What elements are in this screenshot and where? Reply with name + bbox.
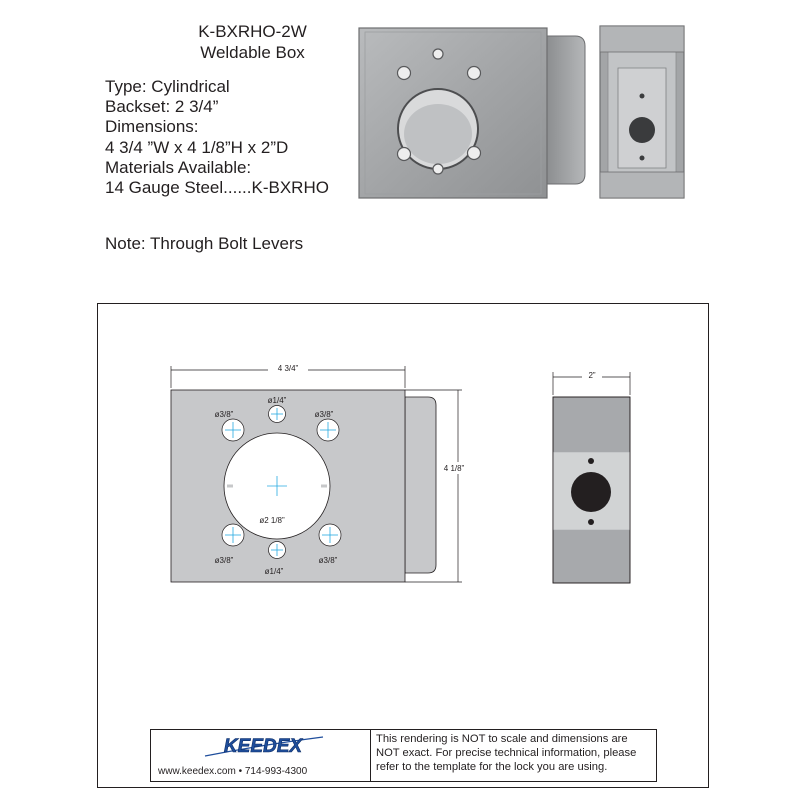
hole-bottom-right-label: ø3/8” — [318, 556, 338, 565]
center-bore-label: ø2 1/8” — [259, 516, 285, 525]
keedex-logo — [201, 733, 325, 759]
product-subtitle: Weldable Box — [200, 43, 305, 62]
hole-bottom-right — [319, 524, 341, 546]
hole-top-left — [222, 419, 244, 441]
spec-materials-value: 14 Gauge Steel......K-BXRHO — [105, 178, 329, 198]
hole-top-right — [317, 419, 339, 441]
width-dimension-label: 4 3/4” — [277, 364, 299, 373]
depth-dimension-label: 2” — [588, 371, 596, 380]
hole-top-center-label: ø1/4” — [267, 396, 287, 405]
height-dimension-label: 4 1/8” — [443, 464, 465, 473]
spec-backset: Backset: 2 3/4” — [105, 97, 219, 117]
logo-text: KEEDEX — [223, 736, 303, 757]
hole-top-left-label: ø3/8” — [214, 410, 234, 419]
note-text: Note: Through Bolt Levers — [105, 234, 304, 253]
hole-top-right-label: ø3/8” — [314, 410, 334, 419]
product-model: K-BXRHO-2W — [198, 22, 307, 41]
footer-info-block — [150, 729, 657, 782]
hole-bottom-center — [269, 542, 286, 559]
spec-materials-label: Materials Available: — [105, 157, 252, 177]
hole-bottom-left-label: ø3/8” — [214, 556, 234, 565]
spec-dimensions-value: 4 3/4 ”W x 4 1/8”H x 2”D — [105, 137, 289, 157]
side-view — [553, 397, 630, 583]
side-flange — [405, 397, 436, 573]
hole-top-center — [269, 406, 286, 423]
hole-bottom-center-label: ø1/4” — [264, 567, 284, 576]
spec-dimensions-label: Dimensions: — [105, 117, 199, 137]
footer-brand — [151, 730, 371, 781]
hole-bottom-left — [222, 524, 244, 546]
website-contact: www.keedex.com • 714-993-4300 — [158, 766, 308, 777]
spec-type: Type: Cylindrical — [105, 77, 230, 96]
disclaimer-text: This rendering is NOT to scale and dimensions are NOT exact. For precise technical information, please refer to the template for the lock you are using. — [376, 733, 637, 773]
